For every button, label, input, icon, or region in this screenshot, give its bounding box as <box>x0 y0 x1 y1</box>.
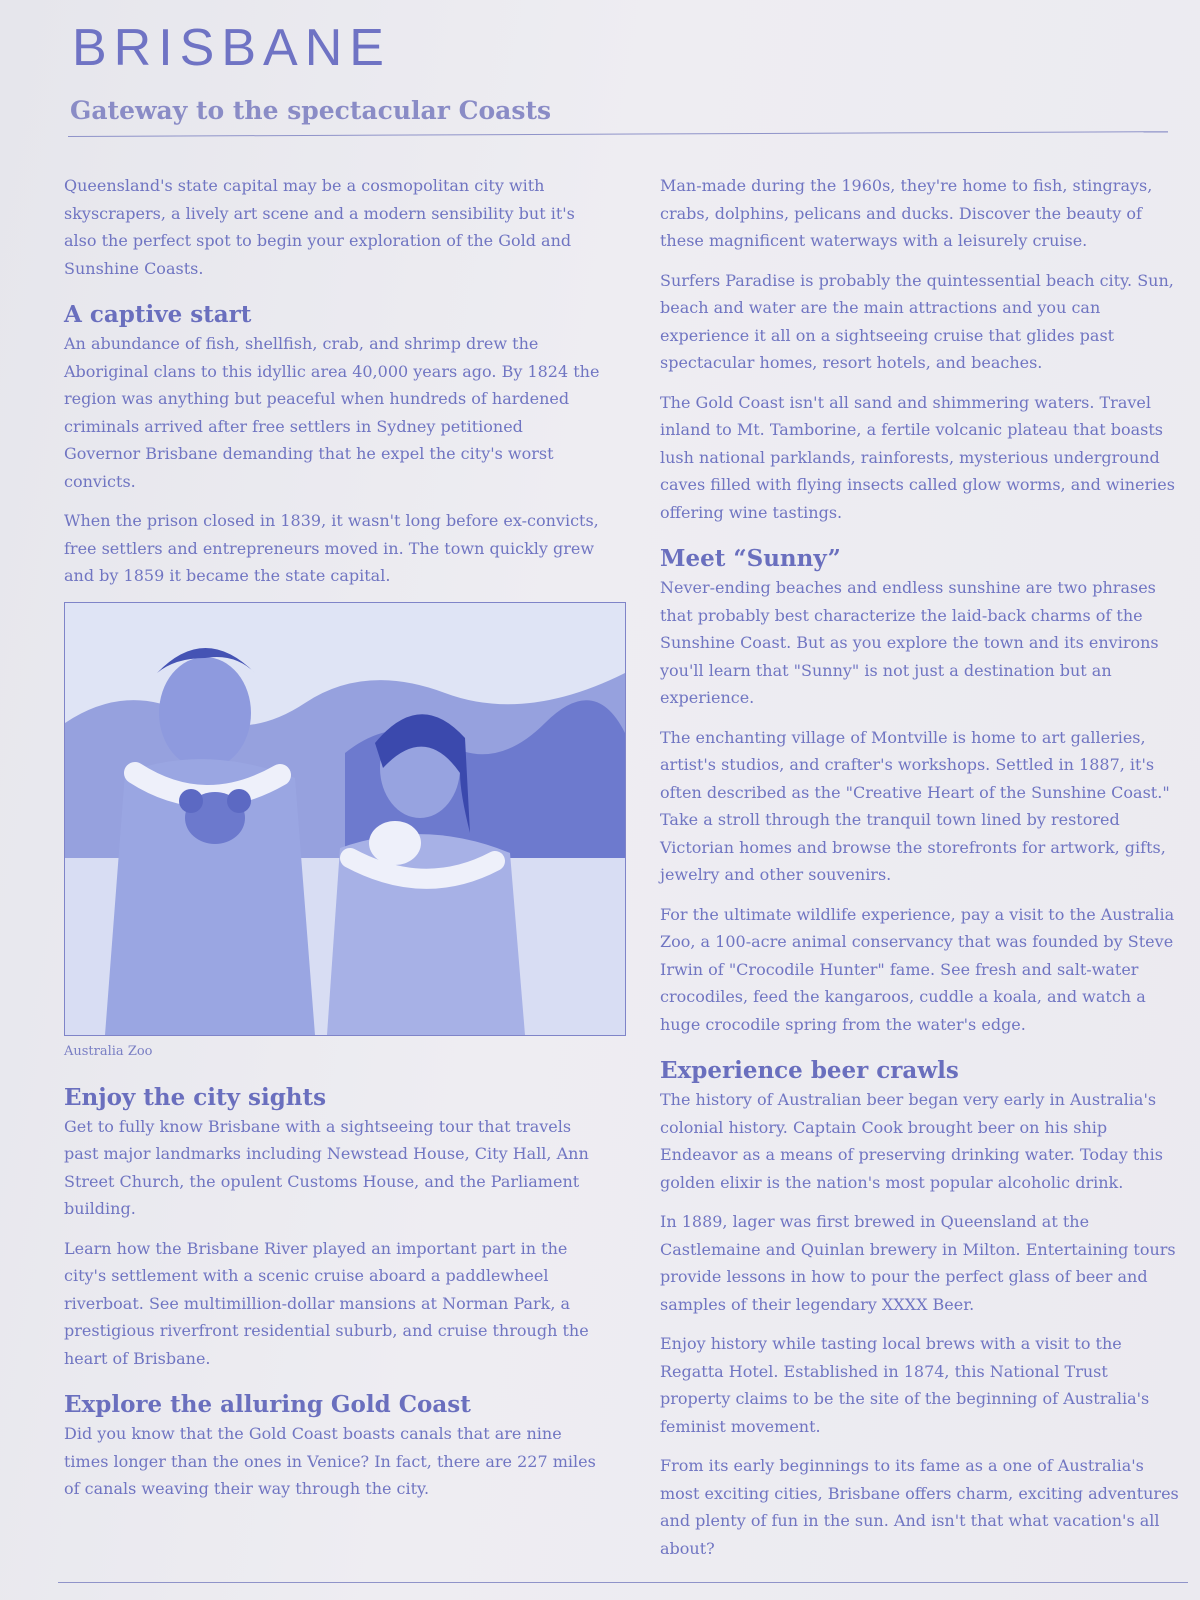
meet-sunny-heading: Meet “Sunny” <box>660 545 841 572</box>
page-subtitle: Gateway to the spectacular Coasts <box>70 96 552 125</box>
gold-coast-heading: Explore the alluring Gold Coast <box>64 1391 471 1418</box>
photo-illustration <box>65 603 625 1035</box>
beer-crawls-paragraph-3: Enjoy history while tasting local brews with a visit to the Regatta Hotel. Established in 1874, this National Trust property claims to be the site of the beginning of Australia's feminist movement. <box>660 1334 1150 1436</box>
meet-sunny-paragraph-3: For the ultimate wildlife experience, pay a visit to the Australia Zoo, a 100-acre animal conservancy that was founded by Steve Irwin of "Crocodile Hunter" fame. See fresh and salt-water crocodiles, feed the kangaroos, cuddle a koala, and watch a huge crocodile spring from the water's edge. <box>660 904 1175 1034</box>
beer-crawls-paragraph-1: The history of Australian beer began very early in Australia's colonial history. Captain Cook brought beer on his ship Endeavor as a means of preserving drinking water. Today this golden elixir is the nation's most popular alcoholic drink. <box>660 1090 1163 1192</box>
beer-crawls-heading: Experience beer crawls <box>660 1057 959 1084</box>
page-title: BRISBANE <box>72 19 391 77</box>
meet-sunny-paragraph-2: The enchanting village of Montville is home to art galleries, artist's studios, and crafter's workshops. Settled in 1887, it's often described as the "Creative Heart of the Sunshine Coast." Take a stroll through the tranquil town lined by restored Victorian homes and browse the storefronts for artwork, gifts, jewelry and other souvenirs. <box>660 727 1170 884</box>
gold-coast-paragraph-2: Man-made during the 1960s, they're home to fish, stingrays, crabs, dolphins, pelicans and ducks. Discover the beauty of these magnificent waterways with a leisurely cruise. <box>660 176 1153 250</box>
footer-divider <box>58 1582 1188 1583</box>
captive-start-paragraph-1: An abundance of fish, shellfish, crab, and shrimp drew the Aboriginal clans to this idyllic area 40,000 years ago. By 1824 the region was anything but peaceful when hundreds of hardened criminals arrived after free settlers in Sydney petitioned Governor Brisbane demanding that he expel the city's worst convicts. <box>64 334 600 491</box>
beer-crawls-paragraph-2: In 1889, lager was first brewed in Queensland at the Castlemaine and Quinlan brewery in Milton. Entertaining tours provide lessons in how to pour the perfect glass of beer and samples of their legendary XXXX Beer. <box>660 1212 1176 1314</box>
city-sights-paragraph-1: Get to fully know Brisbane with a sightseeing tour that travels past major landmarks including Newstead House, City Hall, Ann Street Church, the opulent Customs House, and the Parliament building. <box>64 1116 589 1218</box>
captive-start-paragraph-2: When the prison closed in 1839, it wasn't long before ex-convicts, free settlers and entrepreneurs moved in. The town quickly grew and by 1859 it became the state capital. <box>64 511 599 585</box>
meet-sunny-paragraph-1: Never-ending beaches and endless sunshine are two phrases that probably best characterize the laid-back charms of the Sunshine Coast. But as you explore the town and its environs you'll learn that "Sunny" is not just a destination but an experience. <box>660 578 1159 707</box>
captive-start-heading: A captive start <box>64 301 252 328</box>
gold-coast-paragraph-3: Surfers Paradise is probably the quintessential beach city. Sun, beach and water are the main attractions and you can experience it all on a sightseeing cruise that glides past spectacular homes, resort hotels, and beaches. <box>660 270 1174 372</box>
gold-coast-paragraph-4: The Gold Coast isn't all sand and shimmering waters. Travel inland to Mt. Tamborine, a fertile volcanic plateau that boasts lush national parklands, rainforests, mysterious underground caves filled with flying insects called glow worms, and wineries offering wine tastings. <box>660 392 1175 522</box>
left-column <box>64 172 604 1515</box>
couple-with-koala-photo <box>64 602 626 1036</box>
photo-caption: Australia Zoo <box>64 1043 153 1059</box>
right-column <box>660 172 1180 1574</box>
beer-crawls-paragraph-4: From its early beginnings to its fame as a one of Australia's most exciting cities, Brisbane offers charm, exciting adventures and plenty of fun in the sun. And isn't that what vacation's all about? <box>660 1456 1179 1558</box>
city-sights-heading: Enjoy the city sights <box>64 1083 327 1111</box>
city-sights-paragraph-2: Learn how the Brisbane River played an important part in the city's settlement with a scenic cruise aboard a paddlewheel riverboat. See multimillion-dollar mansions at Norman Park, a prestigious riverfront residential suburb, and cruise through the heart of Brisbane. <box>64 1238 589 1368</box>
gold-coast-paragraph-1: Did you know that the Gold Coast boasts canals that are nine times longer than the ones in Venice? In fact, there are 227 miles of canals weaving their way through the city. <box>64 1424 596 1498</box>
intro-paragraph: Queensland's state capital may be a cosmopolitan city with skyscrapers, a lively art scene and a modern sensibility but it's also the perfect spot to begin your exploration of the Gold and Sunshine Coasts. <box>64 176 575 278</box>
header-divider <box>68 131 1168 137</box>
